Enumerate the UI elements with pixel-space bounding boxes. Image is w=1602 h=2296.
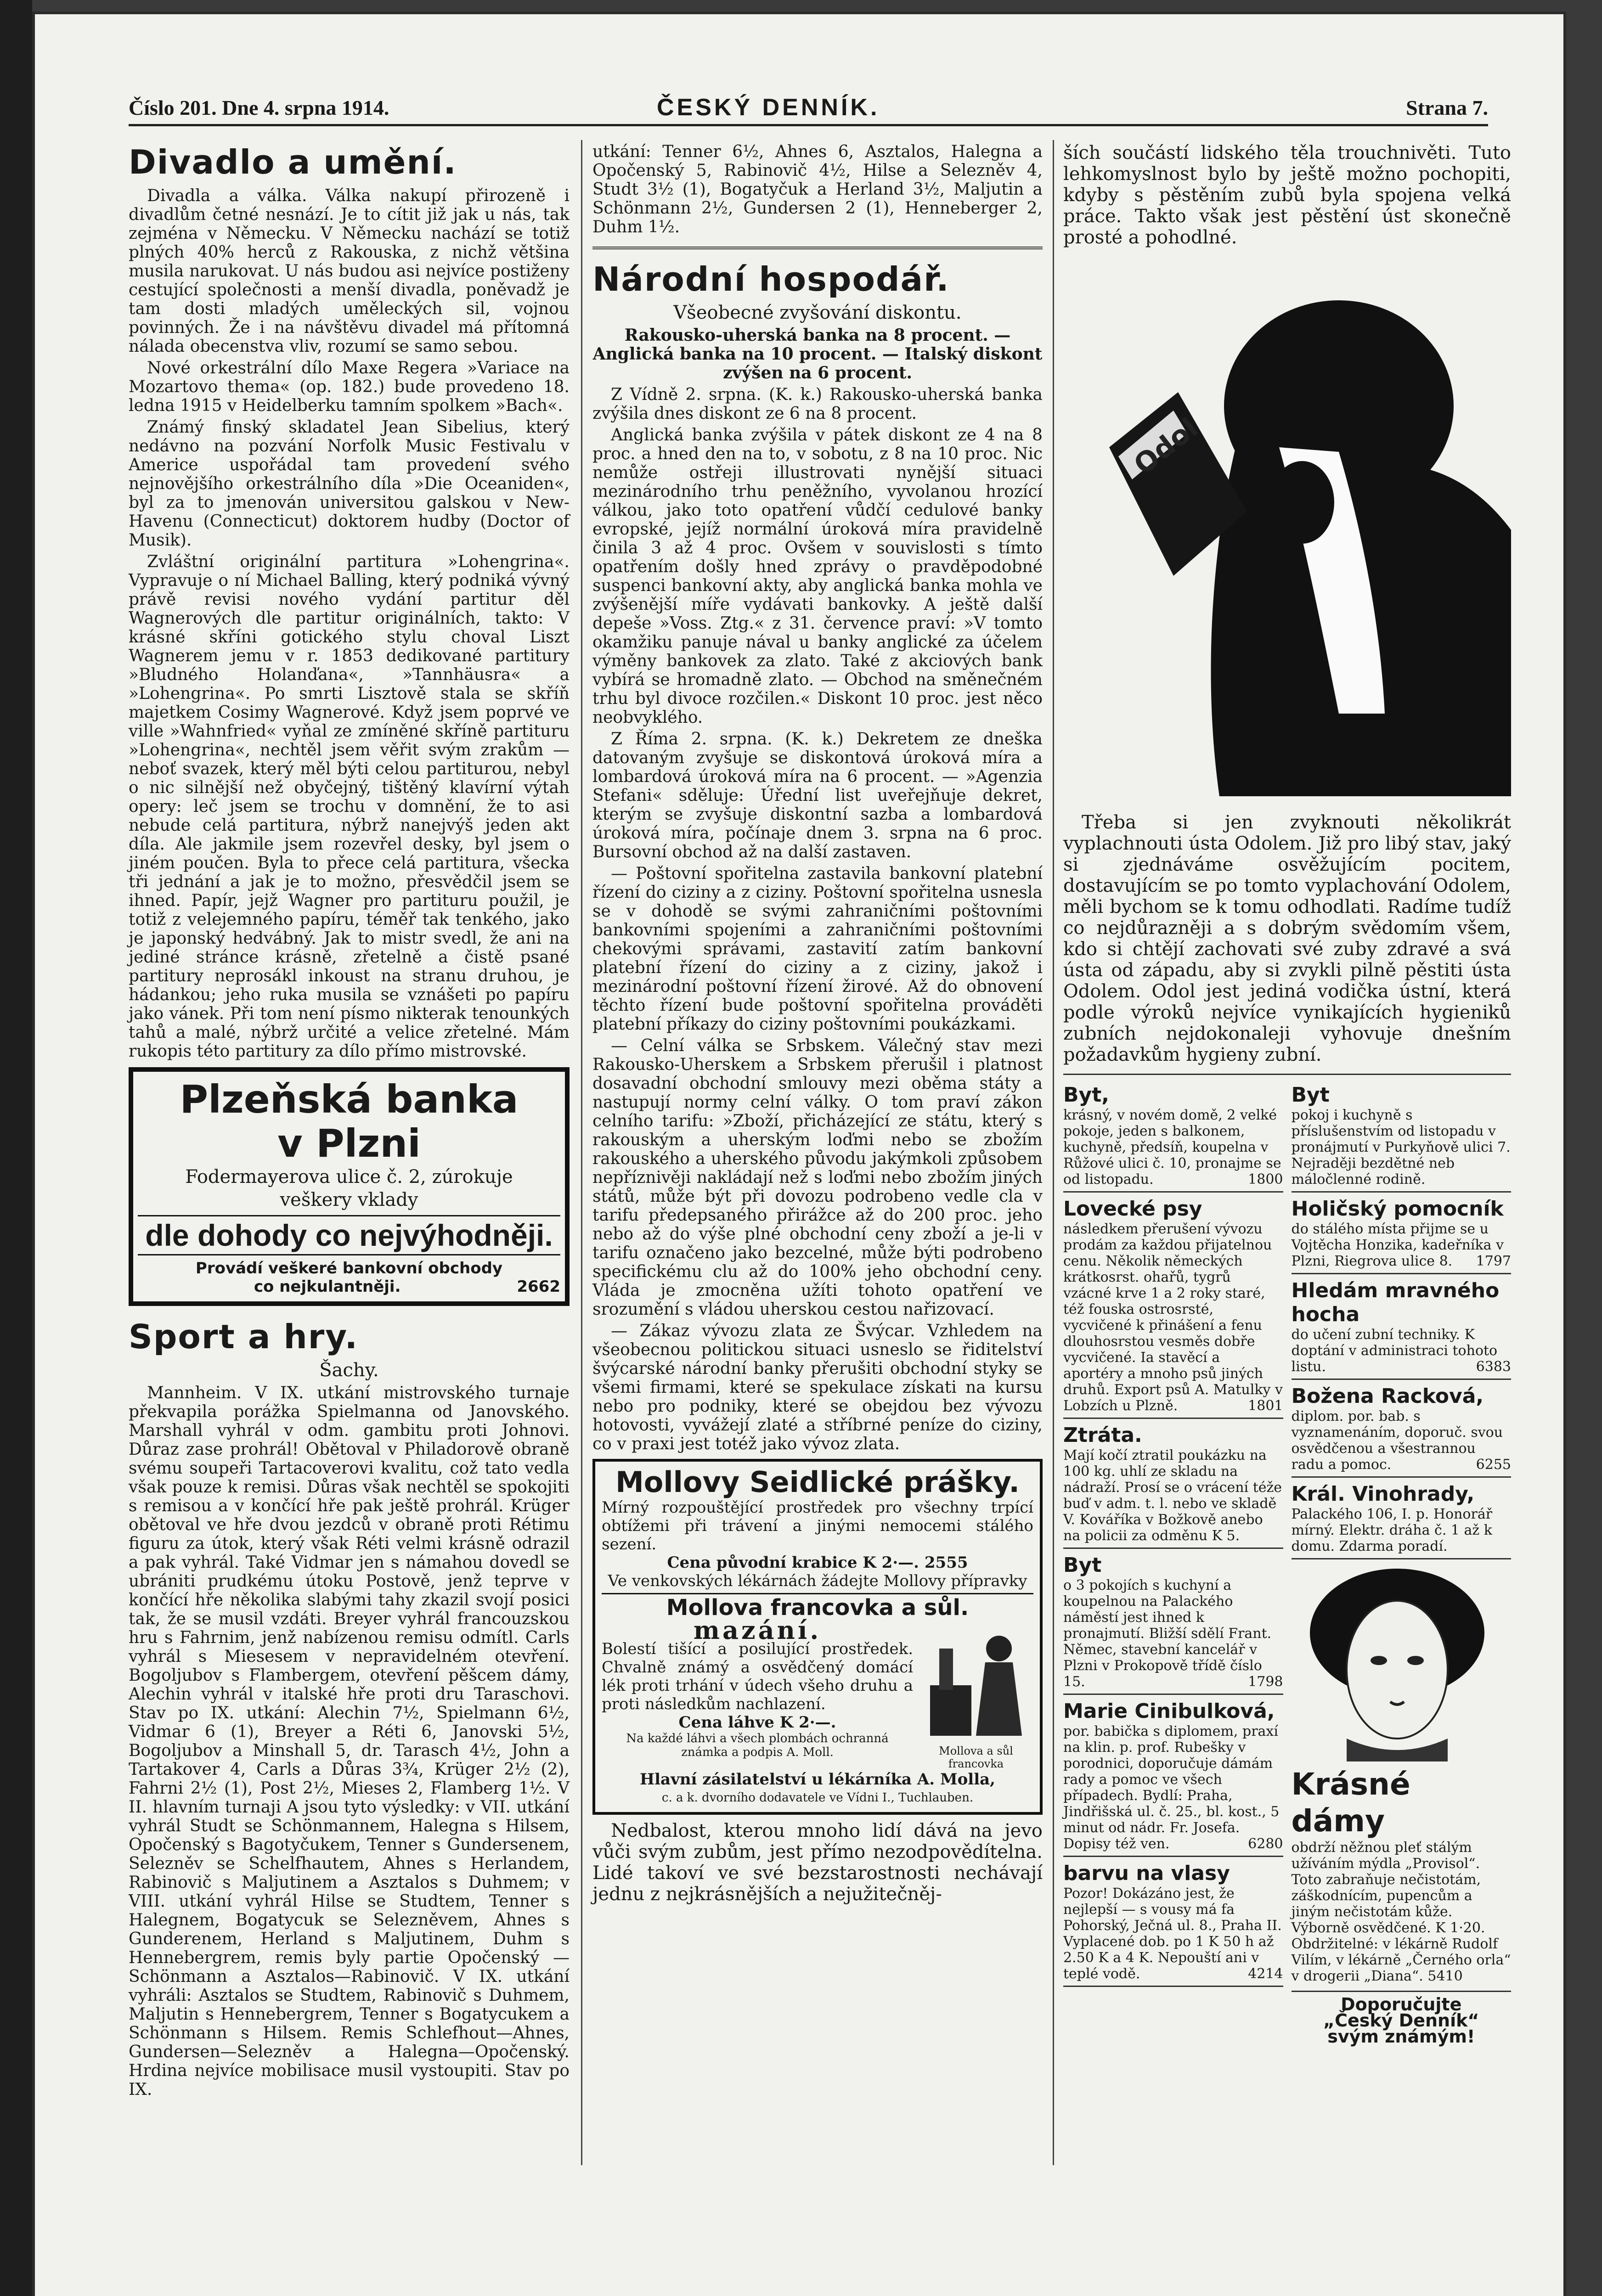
classified-ad — [1292, 1197, 1512, 1274]
ad-number: 1801 — [1248, 1398, 1283, 1414]
classified-ad — [1063, 1197, 1283, 1419]
classified-ads — [1063, 1083, 1511, 2045]
ladies-text-body: obdrží něžnou pleť stálým užíváním mýdla „Provisol“. Toto zabraňuje nečistotám, záškodnícím, pupencům a jiným nečistotám kůže. Výborně osvědčené. K 1·20. Obdržitelné: v lékárně Rudolf Vilím, v lékárně „Černého orla“ v drogerii „Diana“. — [1291, 1840, 1511, 1984]
classified-ad-heading: Marie Cinibulková, — [1063, 1699, 1275, 1723]
lady-portrait — [1292, 1564, 1512, 1761]
classified-column-right — [1292, 1083, 1512, 2045]
classified-ad-text: diplom. por. bab. s vyznamenáním, doporuč. svou osvědčenou a všestrannou radu a pomoc. — [1291, 1408, 1503, 1473]
bottle-label: Odol — [1128, 411, 1204, 481]
column-rule — [1053, 140, 1054, 2165]
scan-edge — [0, 0, 32, 2296]
article-paragraph: utkání: Tenner 6½, Ahnes 6, Asztalos, Halegna a Opočenský 5, Rabinovič 4½, Hilse a Selezněv 4, Studt 3½ (1), Bogatyčuk a Herland 3½, Maljutin a Schönmann 2½, Gundersen 2 (1), Henneberger 2, Duhm 1½. — [592, 142, 1043, 236]
sub-heading-discount: Všeobecné zvyšování diskontu. — [673, 302, 962, 323]
francovka-note: Na každé láhvi a všech plombách ochranná známka a podpis A. Moll. — [626, 1732, 889, 1759]
odol-lead-text: Nedbalost, kterou mnoho lidí dává na jevo vůči svým zubům, jest přímo nezodpovědítelna. Lidé takoví ve své bezstarostnosti nechávají jednu z nejkrásnějších a nejužitečněj- — [592, 1820, 1043, 1905]
woman-portrait-illustration — [1292, 1564, 1503, 1761]
classified-ad-heading: Byt — [1291, 1083, 1330, 1107]
bank-city: v Plzni — [277, 1121, 421, 1166]
article-paragraph: Z Říma 2. srpna. (K. k.) Dekretem ze dneška datovaným zvyšuje se diskontová úroková míra a lombardová úroková míra na 6 procent. — »Agenzia Stefani« sděluje: Úřední list uveřejňuje dekret, kterým se zvyšuje diskontní sazba a lombardová úroková míra, počínaje dnem 3. srpna na 6 proc. Bursovní obchod až na další zastaven. — [592, 730, 1043, 861]
classified-ad — [1063, 1553, 1283, 1695]
classified-ad — [1063, 1699, 1283, 1857]
classified-ad-text: krásný, v novém domě, 2 velké pokoje, jeden s balkonem, kuchyně, předsíň, koupelna v Růžové ulici č. 10, pronajme se od listopadu. — [1063, 1107, 1281, 1187]
odol-body: Třeba si jen zvyknouti několikrát vyplachnouti ústa Odolem. Již pro libý stav, jaký si zjednáváme osvěžujícím pocitem, dostavujícím se po tomto vyplachování Odolem, měli bychom se k tomu odhodlati. Radíme tudíž co nejdůrazněji a s dobrým svědomím všem, kdo si chtějí zachovati své zuby zdravé a svá ústa od západu, aby si zvykli pilně pěstiti ústa Odolem. Odol jest jediná vodička ústní, která podle výroků nejvíce vynikajících hygieniků zubních nejdokonaleji vyhovuje dnešním požadavkům hygieny zubní. — [1063, 812, 1511, 1065]
classified-ad-text: pokoj i kuchyně s příslušenstvím od listopadu v pronájmutí v Purkyňově ulici 7. Nejraději bezdětné neb máločlenné rodině. — [1291, 1107, 1511, 1187]
divider — [592, 247, 1043, 249]
article-paragraph: — Poštovní spořitelna zastavila bankovní platební řízení do ciziny a z ciziny. Poštovní spořitelna usnesla se v dohodě se svými zahraničními poštovními bankovními spojeními a zahraničními poštovními chekovými správami, zastavití zatím bankovní platební řízení do ciziny a z ciziny, jakož i mezinárodní poštovní řízení žirové. Až do obnovení těchto řízení bude poštovní spořitelna prováděti platební příkazy do ciziny poštovními poukázkami. — [592, 864, 1043, 1034]
bank-deal: dle dohody co nejvýhodněji. — [138, 1215, 560, 1255]
woman-at-fire-illustration — [921, 1621, 1031, 1740]
francovka-illustration — [919, 1621, 1033, 1770]
recommend-box — [1292, 1991, 1512, 2045]
newspaper-page — [32, 11, 1566, 2296]
classified-ad — [1063, 1424, 1283, 1549]
column-rule — [581, 140, 582, 2165]
section-heading-sport: Sport a hry. — [129, 1317, 358, 1356]
article-paragraph: — Zákaz vývozu zlata ze Švýcar. Vzhledem na všeobecnou politickou situaci usneslo se řiditelství švýcarské národní banky přerušiti obchodní styky se všemi firmami, které se spekulace získati na kursu nebo pro podniky, které se obejdou bez vývozu hotovosti, vyvážejí zlaté a stříbrné peníze do ciziny, co v praxi jest totéž jako vývoz zlata. — [592, 1322, 1043, 1453]
masthead — [129, 92, 1488, 126]
classified-ad-heading: Holičský pomocník — [1291, 1197, 1504, 1221]
moll-price — [602, 1553, 1033, 1572]
classified-ad-heading: Lovecké psy — [1063, 1197, 1202, 1221]
divider — [1063, 1074, 1511, 1075]
column-2 — [592, 142, 1043, 1908]
classified-ad — [1063, 1862, 1283, 1987]
man-with-odol-bottle-illustration — [1063, 254, 1511, 796]
ladies-text — [1292, 1840, 1512, 1984]
bank-service — [138, 1277, 560, 1296]
ad-number: 6255 — [1476, 1457, 1511, 1473]
ad-number: 6280 — [1248, 1836, 1283, 1852]
recommend-line: „Český Denník“ — [1323, 2010, 1479, 2031]
classified-column-left — [1063, 1083, 1283, 2045]
ad-number: 2555 — [924, 1553, 968, 1572]
ad-number: 1797 — [1476, 1253, 1511, 1269]
ad-number: 2662 — [517, 1277, 560, 1296]
francovka-title: Mollova francovka a sůl. — [666, 1595, 969, 1621]
ad-number: 4214 — [1248, 1966, 1283, 1982]
ladies-title: Krásné dámy — [1291, 1767, 1410, 1839]
classified-ad-heading: Božena Racková, — [1291, 1384, 1484, 1408]
bank-address: Fodermayerova ulice č. 2, zúrokuje — [185, 1166, 513, 1187]
ad-number: 6383 — [1476, 1359, 1511, 1375]
classified-ad-text: o 3 pokojích s kuchyní a koupelnou na Palackého náměstí jest ihned k pronajmutí. Bližší sdělí Frant. Němec, stavební kancelář v Plzni v Prokopově třídě číslo 15. — [1063, 1577, 1272, 1690]
moll-price-text: Cena původní krabice K 2·—. — [667, 1553, 919, 1572]
page-number: Strana 7. — [1406, 96, 1488, 119]
classified-ad-heading: Hledám mravného hocha — [1291, 1279, 1500, 1326]
classified-ad-text: Mají kočí ztratil poukázku na 100 kg. uhlí ze skladu na nádraží. Prosí se o vrácení téže buď v adm. t. l. nebo ve skladě V. Kováříka v Božkově anebo na policii za odměnu K 5. — [1063, 1447, 1282, 1544]
article-paragraph: Divadla a válka. Válka nakupí přirozeně i divadlům četné nesnází. Je to cítit již jak u nás, tak zejména v Německu. V Německu nachází se totiž plných 40% herců z Rakouska, z nichž většina musila narukovat. U nás budou asi nejvíce postiženy cestující společnosti a menší divadla, poněvadž je tam dosti mladých uměleckých sil, vojnou povinných. Že i na návštěvu divadel má přítomná nálada obecenstva vliv, rozumí se samo sebou. — [129, 186, 570, 356]
francovka-body — [602, 1615, 1033, 1770]
moll-depot-address: c. a k. dvorního dodavatele ve Vídni I., Tuchlauben. — [661, 1791, 974, 1805]
francovka-sub: mazání. — [693, 1615, 822, 1645]
francovka-text-block — [602, 1615, 913, 1770]
classified-ad-heading: Byt, — [1063, 1083, 1109, 1107]
classified-ad — [1292, 1482, 1512, 1559]
article-paragraph: Nové orkestrální dílo Maxe Regera »Variace na Mozartovo thema« (op. 182.) bude provedeno 18. ledna 1915 v Heidelberku tamním spolkem »Bach«. — [129, 359, 570, 415]
paper-title: ČESKÝ DENNÍK. — [657, 94, 880, 121]
recommend-line: svým známým! — [1327, 2026, 1475, 2047]
moll-text: Mírný rozpouštějící prostředek pro všechny trpící obtížemi při trávení a jinými nemocemi stálého sezení. — [602, 1498, 1033, 1553]
column-3 — [1063, 142, 1511, 2045]
classified-ad-text: do učení zubní techniky. K doptání v administraci tohoto listu. — [1291, 1327, 1498, 1375]
article-paragraph: Mannheim. V IX. utkání mistrovského turnaje překvapila porážka Spielmanna od Janovského. Marshall vyhrál v odm. gambitu proti Johnovi. Důraz zase prohrál! Obětoval v Philadorově obraně svému soupeři Tartacoverovi kvalitu, což tato vedla však pouze k remisi. Důras však nechtěl se spokojiti s remisou a v končící hře pak ještě prohrál. Krüger obětoval ve hře dvou jezdců v obraně proti Rétimu figuru za útok, který však Réti velmi krásně odrazil a pak vyhrál. Také Vidmar jen s námahou dovedl se ubrániti prudkému útoku Postově, jenž teprve v končící hře několika slabými tahy zkazil svojí posici tak, že se musil vzdáti. Breyer vyhrál francouzskou hru s Fahrnim, jenž nabízenou remisu odmítl. Carls vyhrál s Miesesem v nepravidelném otevření. Bogoljubov s Flambergem, otevření pěšcem dámy, Alechin vyhrál v italské hře proti dru Taraschovi. Stav po IX. utkání: Alechin 7½, Spielmann 6½, Vidmar 6 (1), Breyer a Réti 6, Janovski 5½, Bogoljubov a Minshall 5, dr. Tarasch 4½, John a Tartakover 4, Carls a Důras 3¾, Krüger 2½ (2), Fahrni 2½ (1), Post 2½, Mieses 2, Flamberg 1½. V II. hlavním turnaji A jsou tyto výsledky: v VII. utkání vyhrál Studt se Schönmannem, Halegna s Hilsem, Opočenský s Bagotyčukem, Tenner s Gundersenem, Selezněv se Schelfhautem, Ahnes s Herlandem, Rabinovič s Maljutinem a Asztalos s Duhmem; v VIII. utkání vyhrál Hilse se Studtem, Tenner s Halegnem, Bogatycuk se Selezněvem, Ahnes s Gunderenem, Herland s Maljutinem, Duhm s Hennebergrem, remis byly partie Opočenský —Schönmann a Asztalos—Rabinovič. V IX. utkání vyhráli: Asztalos se Studtem, Rabinovič s Duhmem, Maljutin s Hennebergrem, Tenner s Bogatycukem a Schönmann s Hilsem. Remis Schlefhout—Ahnes, Gundersen—Selezněv a Halegna—Opočenský. Hrdina nejvíce mobilisace musil vystoupiti. Stav po IX. — [129, 1384, 570, 2099]
classified-ad-heading: Král. Vinohrady, — [1291, 1482, 1475, 1506]
sub-heading-chess: Šachy. — [319, 1360, 379, 1381]
ad-number: 1800 — [1248, 1171, 1283, 1187]
section-heading-economy: Národní hospodář. — [592, 260, 950, 298]
classified-ad — [1063, 1083, 1283, 1193]
francovka-text: Bolestí tišící a posilující prostředek. Chvalně známý a osvědčený domácí lék proti trhání v údech všeho druhu a proti následkům nachlazení. — [602, 1640, 913, 1713]
classified-ad-text: následkem přerušení vývozu prodám za každou přijatelnou cenu. Několik německých krátkosrst. ohařů, tygrů vzácné krve 1 a 2 roky staré, též fouska ostrosrsté, vycvičené k přinášení a fenu dlouhosrstou vesměs dobře vycvičené. Ia stavěcí a aportéry a mnoho psů jiných druhů. Export psů A. Matulky v Lobzích u Plzně. — [1063, 1221, 1283, 1414]
classified-ad-heading: Byt — [1063, 1553, 1102, 1577]
article-lead: Rakousko-uherská banka na 8 procent. — Anglická banka na 10 procent. — Italský diskont zvýšen na 6 procent. — [592, 326, 1043, 383]
column-1 — [129, 142, 570, 2102]
bank-service: Provádí veškeré bankovní obchody — [195, 1259, 503, 1277]
odol-text-continued: ších součástí lidského těla trouchnivěti. Tuto lehkomyslnost bylo by ještě možno pochopiti, kdyby s pěstěním zubů byla spojena velká práce. Takto však jest pěstění úst skonečně prosté a pohodlné. — [1063, 142, 1511, 248]
article-paragraph: Zvláštní originální partitura »Lohengrina«. Vypravuje o ní Michael Balling, který podniká vývný právě revisi nového vydání partitur děl Wagnerových dle partitur originálních, takto: V krásné skříni gotického stylu choval Liszt Wagnerem jemu v r. 1853 dedikované partitury »Bludného Holanďana«, »Tannhäusra« a »Lohengrina«. Po smrti Lisztově stala se skříň majetkem Cosimy Wagnerové. Když jsem poprvé ve ville »Wahnfried« vyňal ze zmíněné skříně partituru »Lohengrina«, nechtěl jsem věřit svým zrakům — neboť svazek, který měl býti celou partiturou, nebyl o nic silnější než obyčejný, tištěný klavírní výtah opery: leč jsem se trochu v domnění, že to asi nebude celá partitura, nýbrž nanejvýš jeden akt díla. Ale jakmile jsem rozevřel desky, byl jsem o jiném poučen. Byla to přece celá partitura, všecka tři jednání a jak je to možno, přesvědčil jsem se ihned. Papír, jejž Wagner pro partituru použil, je totiž z velejemného papíru, téměř tak tenkého, jako je japonský hedvábný. Jak to mistr svedl, že ani na jediné stránce krásně, zřetelně a čistě psané partitury neprosákl inkoust na stranu druhou, je hádankou; jeho ruka musila se vznášeti po papíru jako vánek. Při tom není písmo nikterak tenounkých tahů a malé, nýbrž určité a velice zřetelné. Mám rukopis této partitury za dílo přímo mistrovské. — [129, 552, 570, 1061]
recommend-line: Doporučujte — [1341, 1994, 1462, 2015]
bank-deposits: veškery vklady — [280, 1189, 418, 1210]
moll-depot: Hlavní zásilatelství u lékárníka A. Molla, — [640, 1770, 995, 1789]
article-paragraph: Známý finský skladatel Jean Sibelius, který nedávno na pozvání Norfolk Music Festivalu v Americe uspořádal tam provedení svého nejnovějšího orkestrálního díla »Die Oceaniden«, byl za to jmenován universitou galskou v New-Havenu (Connecticut) doktorem hudby (Doctor of Musik). — [129, 418, 570, 550]
section-heading-theatre: Divadlo a umění. — [129, 143, 457, 181]
ad-number: 1798 — [1248, 1674, 1283, 1690]
classified-ad-heading: Ztráta. — [1063, 1424, 1142, 1447]
ad-number: 5410 — [1427, 1968, 1463, 1984]
article-paragraph: Z Vídně 2. srpna. (K. k.) Rakousko-uherská banka zvýšila dnes diskont ze 6 na 8 procent. — [592, 385, 1043, 423]
article-paragraph: Anglická banka zvýšila v pátek diskont ze 4 na 8 proc. a hned den na to, v sobotu, z 8 na 10 proc. Nic nemůže ostřeji illustrovati nynější situaci mezinárodního trhu peněžního, vyvolanou hrozící válkou, jako toto opatření vůdčí cedulové banky evropské, jejíž normální úroková míra pravidelně činila 3 až 4 proc. Ovšem v souvislosti s tímto opatřením došly hned zprávy o pravděpodobné suspenci bankovní akty, aby anglická banka mohla ve zvýšenější míře vydávati bankovky. A ještě další depeše »Voss. Ztg.« z 31. července praví: »V tomto okamžiku panuje nával u banky anglické za účelem výměny bankovek za zlato. Také z akciových bank vybírá se hromadně zlato. — Obchod na směnečném trhu byl divoce rozčilen.« Diskont 10 proc. jest něco neobvyklého. — [592, 426, 1043, 727]
bank-advertisement — [129, 1067, 570, 1306]
article-paragraph: — Celní válka se Srbskem. Válečný stav mezi Rakousko-Uherskem a Srbskem přerušil i platnost dosavadní obchodní smlouvy mezi oběma státy a nastupují normy celní války. O tom praví zákon celního tarifu: »Zboží, přicházející ze státu, který s rakouským a uherským loďmi nebo se zbožím rakouského a uherského původu jakýmkoli způsobem nepříznivěji nakládají než s loďmi nebo zbožím jiných států, může být při dovozu podrobeno vedle cla v tarifu předepsaného přirážce až do 200 proc. jeho nebo až do výše plné obchodní ceny zboží a je-li v tarifu označeno jako bezcelné, může býti podrobeno specifickému clu až do 100% jeho obchodní ceny. Vláda je zmocněna užíti tohoto opatření ve srozumění s vládou uherskou cestou nařizovací. — [592, 1036, 1043, 1319]
issue-date: Číslo 201. Dne 4. srpna 1914. — [129, 96, 389, 119]
classified-ad-text: Palackého 106, I. p. Honorář mírný. Elektr. dráha č. 1 až k domu. Zdarma poradí. — [1291, 1506, 1493, 1554]
classified-ad — [1292, 1083, 1512, 1193]
moll-advertisement — [592, 1459, 1043, 1815]
classified-ad-text: Pozor! Dokázáno jest, že nejlepší — s vousy má fa Pohorský, Ječná ul. 8., Praha II. Vyplacené dob. po 1 K 50 h až 2.50 K a 4 K. Nepouští ani v teplé vodě. — [1063, 1885, 1282, 1982]
classified-ad — [1292, 1279, 1512, 1380]
classified-ad-text: do stálého místa přijme se u Vojtěcha Honzika, kadeřníka v Plzni, Riegrova ulice 8. — [1291, 1221, 1504, 1269]
bank-name: Plzeňská banka — [180, 1077, 519, 1122]
classified-ad-heading: barvu na vlasy — [1063, 1862, 1230, 1885]
illustration-caption: Mollova a sůl francovka — [939, 1745, 1013, 1770]
moll-pharmacies: Ve venkovských lékárnách žádejte Mollovy přípravky — [602, 1572, 1033, 1594]
moll-title: Mollovy Seidlické prášky. — [615, 1465, 1020, 1499]
classified-ad-text: por. babička s diplomem, praxí na klin. p. prof. Rubešky v porodnici, doporučuje dámám rady a pomoc ve všech případech. Bydlí: Praha, Jindřišská ul. č. 25., bl. kost., 5 minut od nádr. Fr. Josefa. Dopisy též ven. — [1063, 1723, 1280, 1852]
francovka-price: Cena láhve K 2·—. — [678, 1713, 836, 1732]
bank-service-2: co nejkulantněji. — [254, 1277, 401, 1296]
odol-illustration — [1063, 254, 1511, 805]
classified-ad — [1292, 1384, 1512, 1478]
classified-list-right — [1292, 1083, 1512, 1559]
